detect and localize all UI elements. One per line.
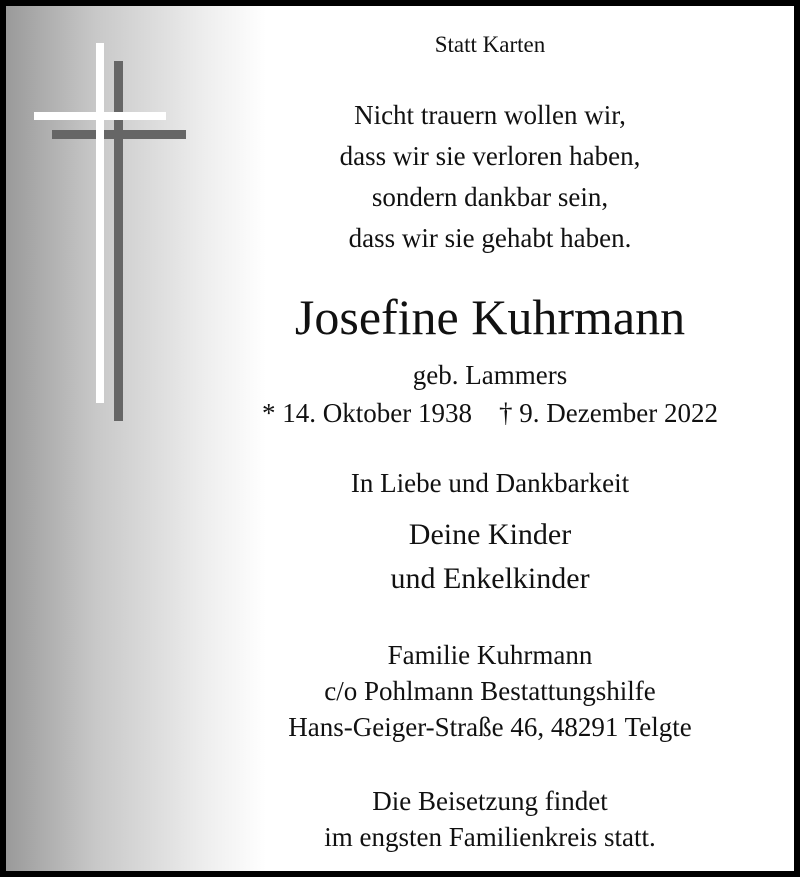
address-line-1: Familie Kuhrmann (387, 640, 593, 670)
verse-line-1: Nicht trauern wollen wir, (354, 100, 626, 130)
deceased-name: Josefine Kuhrmann (294, 289, 686, 345)
verse-line-4: dass wir sie gehabt haben. (348, 223, 632, 253)
statt-karten-label: Statt Karten (434, 32, 546, 57)
mourners-line-2: und Enkelkinder (390, 562, 590, 595)
life-dates: * 14. Oktober 1938 † 9. Dezember 2022 (262, 398, 718, 428)
address-line-3: Hans-Geiger-Straße 46, 48291 Telgte (288, 712, 692, 742)
notice-line-2: im engsten Familienkreis statt. (324, 822, 656, 852)
verse-line-3: sondern dankbar sein, (371, 182, 609, 212)
mourners-line-1: Deine Kinder (408, 518, 572, 551)
notice-line-1: Die Beisetzung findet (372, 786, 608, 816)
maiden-name: geb. Lammers (412, 360, 568, 390)
verse-line-2: dass wir sie verloren haben, (339, 141, 641, 171)
address-line-2: c/o Pohlmann Bestattungshilfe (324, 676, 656, 706)
mourners-intro: In Liebe und Dankbarkeit (350, 468, 630, 498)
